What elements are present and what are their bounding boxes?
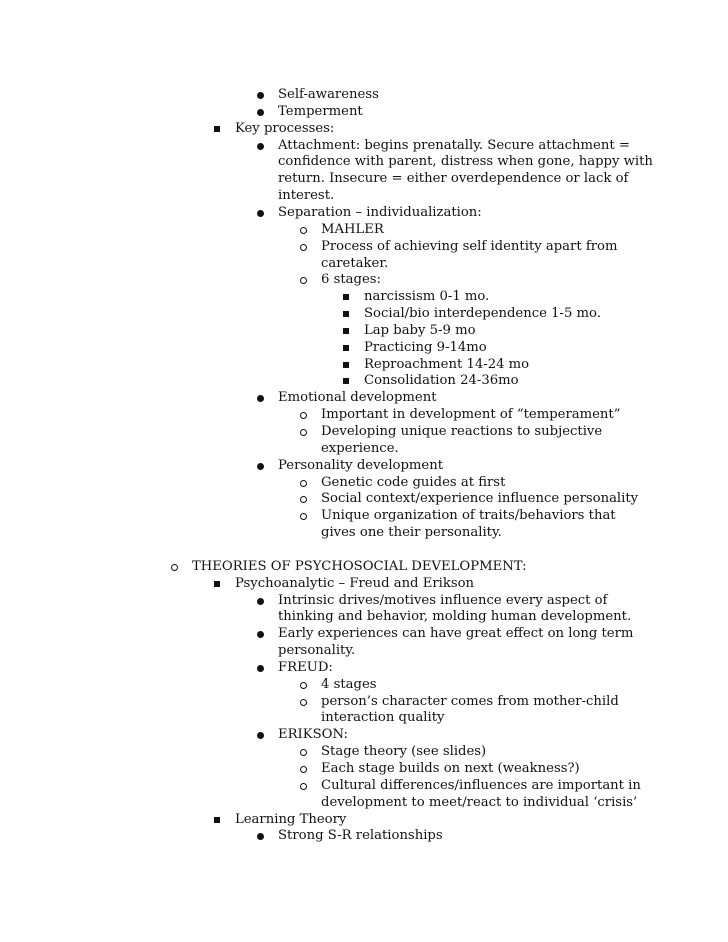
- list-item: [0, 558, 728, 575]
- list-item-text: interaction quality: [321, 710, 445, 726]
- bullet-square-icon: [343, 378, 349, 384]
- bullet-square-icon: [214, 817, 220, 823]
- list-item: [0, 642, 728, 659]
- list-item: [0, 676, 728, 693]
- list-item: [0, 170, 728, 187]
- bullet-circle-icon: [300, 749, 307, 756]
- list-item-text: Early experiences can have great effect on long term: [278, 626, 634, 642]
- bullet-circle-icon: [171, 564, 178, 571]
- list-item-text: development to meet/react to individual ‘crisis’: [321, 794, 638, 810]
- bullet-circle-icon: [300, 682, 307, 689]
- list-item-text: Process of achieving self identity apart from: [321, 238, 618, 254]
- list-item: [0, 608, 728, 625]
- list-item-text: 4 stages: [321, 676, 377, 692]
- list-item-text: interest.: [278, 188, 335, 204]
- list-item-text: ERIKSON:: [278, 727, 348, 743]
- list-item-text: thinking and behavior, molding human development.: [278, 609, 632, 625]
- list-item: [0, 238, 728, 255]
- bullet-disc-icon: [257, 631, 264, 638]
- bullet-square-icon: [343, 311, 349, 317]
- bullet-square-icon: [343, 362, 349, 368]
- list-item: [0, 204, 728, 221]
- list-item-text: confidence with parent, distress when gone, happy with: [278, 154, 653, 170]
- bullet-disc-icon: [257, 732, 264, 739]
- list-item: [0, 120, 728, 137]
- list-item-text: Intrinsic drives/motives influence every aspect of: [278, 592, 608, 608]
- list-item: [0, 524, 728, 541]
- list-item-text: Self-awareness: [278, 87, 379, 102]
- bullet-circle-icon: [300, 496, 307, 503]
- list-item-text: Social/bio interdependence 1-5 mo.: [364, 306, 601, 322]
- list-item-text: Social context/experience influence personality: [321, 491, 639, 507]
- list-item-text: Attachment: begins prenatally. Secure attachment =: [278, 137, 630, 153]
- bullet-disc-icon: [257, 210, 264, 217]
- bullet-circle-icon: [300, 766, 307, 773]
- list-item-text: Each stage builds on next (weakness?): [321, 761, 580, 776]
- bullet-disc-icon: [257, 395, 264, 402]
- list-item: [0, 440, 728, 457]
- list-item: [0, 137, 728, 154]
- list-item: [0, 86, 728, 103]
- list-item: [0, 103, 728, 120]
- list-item-text: return. Insecure = either overdependence or lack of: [278, 171, 629, 187]
- list-item: [0, 592, 728, 609]
- list-item: [0, 811, 728, 828]
- list-item: [0, 507, 728, 524]
- bullet-disc-icon: [257, 143, 264, 150]
- list-item: [0, 777, 728, 794]
- list-item: [0, 490, 728, 507]
- list-item: [0, 827, 728, 844]
- list-item-text: Strong S-R relationships: [278, 828, 443, 844]
- bullet-disc-icon: [257, 463, 264, 470]
- list-item-text: Emotional development: [278, 390, 437, 406]
- list-item: [0, 356, 728, 373]
- list-item: [0, 423, 728, 440]
- bullet-disc-icon: [257, 833, 264, 840]
- list-item: [0, 389, 728, 406]
- list-item: [0, 271, 728, 288]
- list-item: [0, 221, 728, 238]
- bullet-circle-icon: [300, 480, 307, 487]
- bullet-square-icon: [343, 328, 349, 334]
- list-item: [0, 255, 728, 272]
- list-item-text: Important in development of “temperament”: [321, 407, 621, 423]
- list-item: [0, 187, 728, 204]
- list-item-text: Consolidation 24-36mo: [364, 373, 519, 389]
- list-item-text: FREUD:: [278, 659, 333, 675]
- bullet-square-icon: [214, 581, 220, 587]
- list-item: [0, 726, 728, 743]
- list-item: [0, 760, 728, 777]
- list-item-text: Key processes:: [235, 120, 335, 136]
- list-item: [0, 457, 728, 474]
- list-item-text: Lap baby 5-9 mo: [364, 322, 476, 338]
- list-item-text: Learning Theory: [235, 811, 347, 827]
- bullet-square-icon: [214, 126, 220, 132]
- list-item-text: Personality development: [278, 457, 444, 473]
- list-item: [0, 743, 728, 760]
- bullet-circle-icon: [300, 513, 307, 520]
- list-item-text: personality.: [278, 643, 356, 659]
- bullet-disc-icon: [257, 109, 264, 116]
- bullet-disc-icon: [257, 665, 264, 672]
- bullet-square-icon: [343, 345, 349, 351]
- list-item: [0, 153, 728, 170]
- list-item: [0, 709, 728, 726]
- list-item: [0, 693, 728, 710]
- list-item-text: gives one their personality.: [321, 525, 502, 541]
- bullet-circle-icon: [300, 244, 307, 251]
- list-item: [0, 794, 728, 811]
- bullet-circle-icon: [300, 277, 307, 284]
- list-item: [0, 474, 728, 491]
- bullet-circle-icon: [300, 429, 307, 436]
- list-item: [0, 339, 728, 356]
- list-item-text: caretaker.: [321, 255, 389, 271]
- list-item-text: Reproachment 14-24 mo: [364, 356, 530, 372]
- list-item-text: Temperment: [278, 103, 363, 119]
- bullet-circle-icon: [300, 699, 307, 706]
- list-item-text: Genetic code guides at first: [321, 474, 506, 490]
- list-item-text: person’s character comes from mother-child: [321, 693, 619, 709]
- list-item-text: Stage theory (see slides): [321, 744, 487, 760]
- list-item-text: Developing unique reactions to subjective: [321, 424, 603, 439]
- bullet-square-icon: [343, 294, 349, 300]
- list-item: [0, 659, 728, 676]
- list-item-text: Unique organization of traits/behaviors that: [321, 508, 616, 524]
- list-item-text: narcissism 0-1 mo.: [364, 289, 490, 305]
- list-item-text: Psychoanalytic – Freud and Erikson: [235, 575, 475, 591]
- list-item: [0, 406, 728, 423]
- list-item-text: Practicing 9-14mo: [364, 339, 487, 355]
- list-item: [0, 288, 728, 305]
- bullet-circle-icon: [300, 783, 307, 790]
- bullet-circle-icon: [300, 227, 307, 234]
- bullet-disc-icon: [257, 92, 264, 99]
- list-item-text: MAHLER: [321, 221, 384, 237]
- list-item-text: 6 stages:: [321, 272, 381, 288]
- list-item-text: Cultural differences/influences are important in: [321, 777, 641, 793]
- list-item: [0, 305, 728, 322]
- bullet-disc-icon: [257, 598, 264, 605]
- list-item: [0, 322, 728, 339]
- list-item: [0, 575, 728, 592]
- list-item-text: THEORIES OF PSYCHOSOCIAL DEVELOPMENT:: [192, 558, 527, 574]
- list-item-text: experience.: [321, 440, 399, 456]
- list-item: [0, 625, 728, 642]
- list-item: [0, 372, 728, 389]
- list-item-text: Separation – individualization:: [278, 204, 482, 220]
- bullet-circle-icon: [300, 412, 307, 419]
